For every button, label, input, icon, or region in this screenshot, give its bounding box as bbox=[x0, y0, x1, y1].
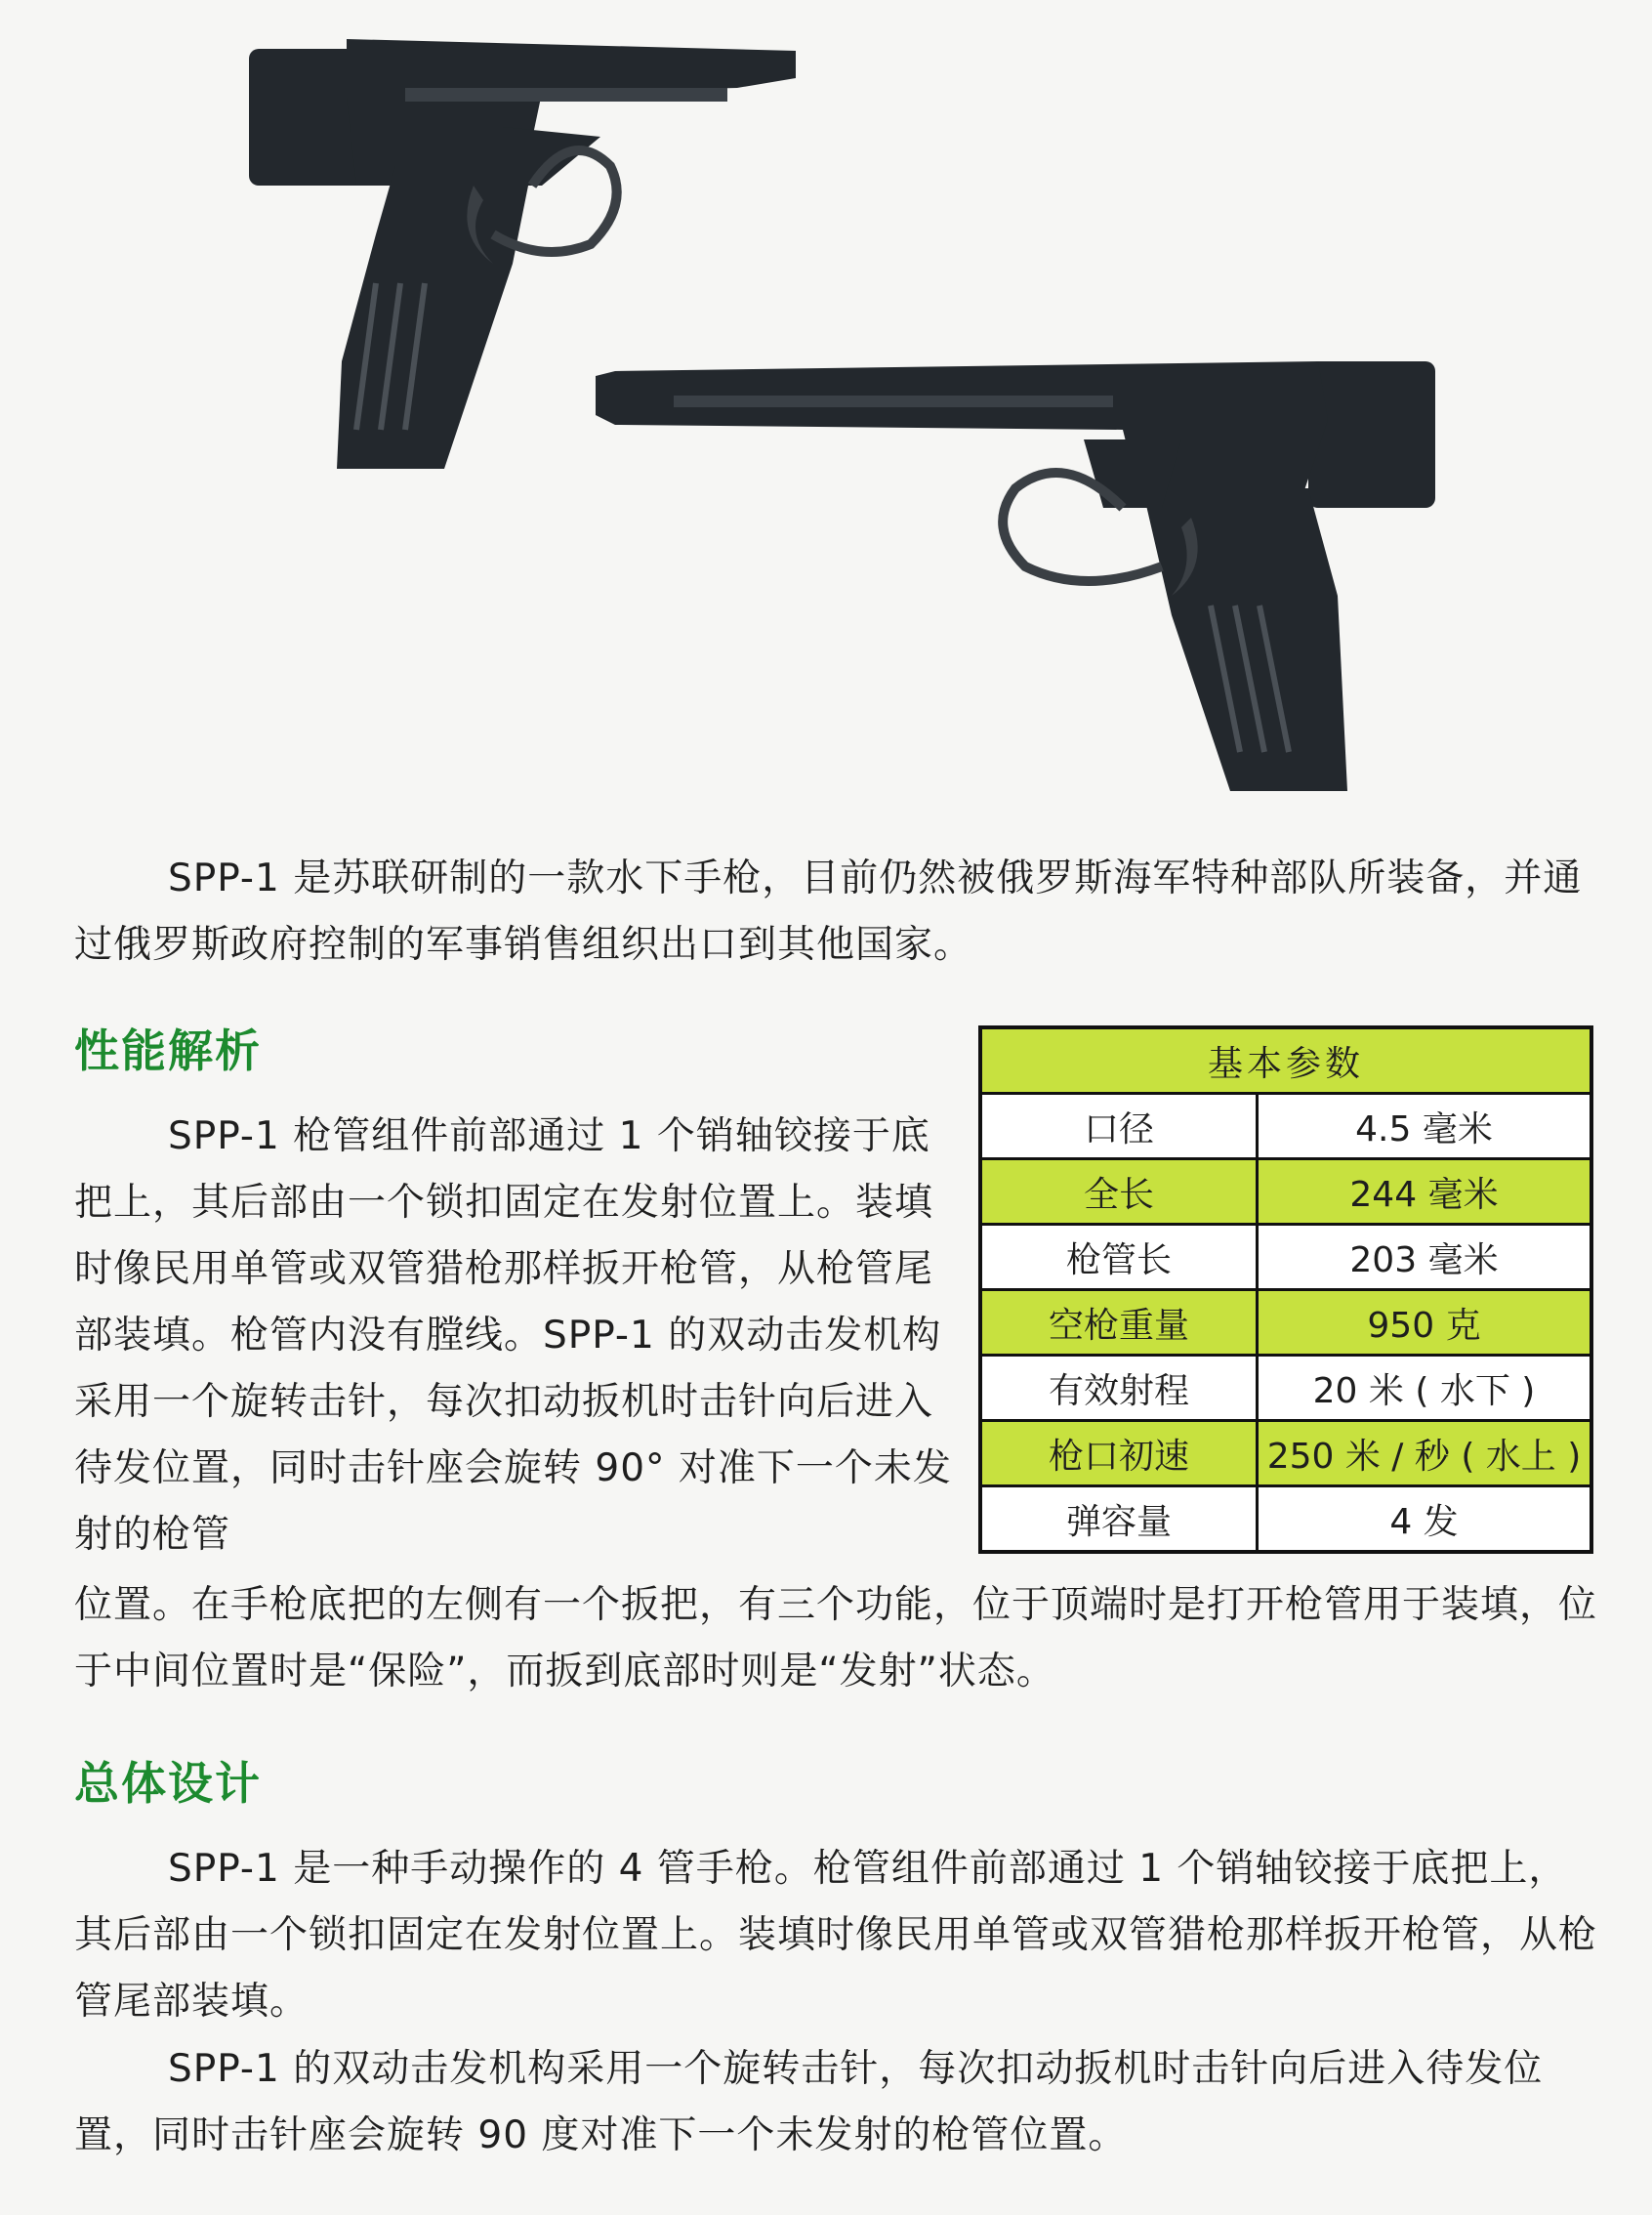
spec-key: 全长 bbox=[980, 1159, 1258, 1225]
spec-value: 950 克 bbox=[1258, 1290, 1592, 1356]
spec-row-length bbox=[980, 1159, 1591, 1225]
spec-table bbox=[978, 1025, 1593, 1554]
spec-value: 20 米 ( 水下 ) bbox=[1258, 1356, 1592, 1421]
spec-key: 枪口初速 bbox=[980, 1421, 1258, 1486]
performance-paragraph-top: SPP-1 枪管组件前部通过 1 个销轴铰接于底把上，其后部由一个锁扣固定在发射位置上。装填时像民用单管或双管猎枪那样扳开枪管，从枪管尾部装填。枪管内没有膛线。SPP-1 的双动击发机构采用一个旋转击针，每次扣动扳机时击针向后进入待发位置，同时击针座会旋转 90° 对准下一个未发射的枪管 bbox=[74, 1114, 952, 1557]
spp1-pistol-image-left bbox=[596, 361, 1435, 820]
spec-value: 250 米 / 秒 ( 水上 ) bbox=[1258, 1421, 1592, 1486]
spec-table-title: 基本参数 bbox=[980, 1027, 1591, 1094]
design-heading: 总体设计 bbox=[74, 1757, 262, 1810]
design-paragraph-2: SPP-1 的双动击发机构采用一个旋转击针，每次扣动扳机时击针向后进入待发位置，同时击针座会旋转 90 度对准下一个未发射的枪管位置。 bbox=[74, 2047, 1544, 2157]
spec-row-caliber bbox=[980, 1094, 1591, 1159]
spec-row-velocity bbox=[980, 1421, 1591, 1486]
spec-value: 4 发 bbox=[1258, 1486, 1592, 1553]
spec-value: 203 毫米 bbox=[1258, 1225, 1592, 1290]
design-paragraph-1: SPP-1 是一种手动操作的 4 管手枪。枪管组件前部通过 1 个销轴铰接于底把上，其后部由一个锁扣固定在发射位置上。装填时像民用单管或双管猎枪那样扳开枪管，从枪管尾部装填。 bbox=[74, 1847, 1598, 2024]
spec-row-barrel-length bbox=[980, 1225, 1591, 1290]
spec-key: 口径 bbox=[980, 1094, 1258, 1159]
performance-paragraph-bottom: 位置。在手枪底把的左侧有一个扳把，有三个功能，位于顶端时是打开枪管用于装填，位于中间位置时是“保险”，而扳到底部时则是“发射”状态。 bbox=[74, 1583, 1598, 1693]
performance-heading: 性能解析 bbox=[74, 1024, 262, 1077]
spec-key: 枪管长 bbox=[980, 1225, 1258, 1290]
spec-row-weight bbox=[980, 1290, 1591, 1356]
spec-row-capacity bbox=[980, 1486, 1591, 1553]
spec-row-range bbox=[980, 1356, 1591, 1421]
spec-key: 空枪重量 bbox=[980, 1290, 1258, 1356]
spec-value: 244 毫米 bbox=[1258, 1159, 1592, 1225]
spec-key: 有效射程 bbox=[980, 1356, 1258, 1421]
intro-paragraph: SPP-1 是苏联研制的一款水下手枪，目前仍然被俄罗斯海军特种部队所装备，并通过俄罗斯政府控制的军事销售组织出口到其他国家。 bbox=[74, 857, 1583, 967]
spec-key: 弹容量 bbox=[980, 1486, 1258, 1553]
spec-value: 4.5 毫米 bbox=[1258, 1094, 1592, 1159]
